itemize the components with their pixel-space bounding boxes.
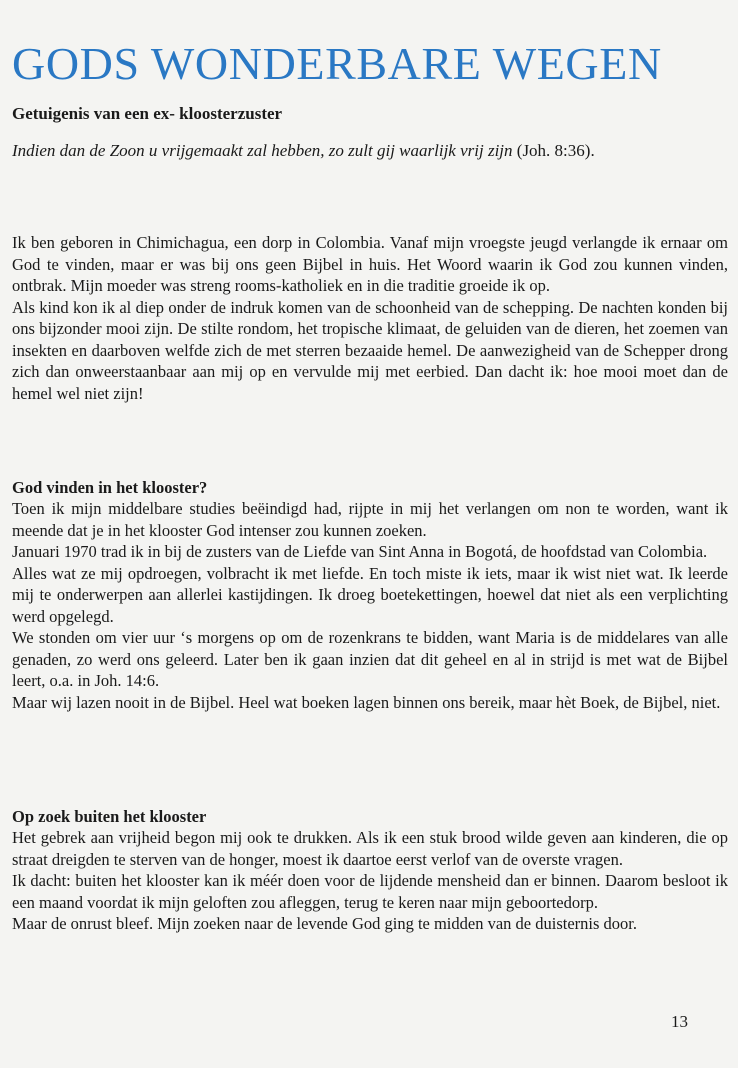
section-klooster [12, 477, 728, 713]
paragraph: Alles wat ze mij opdroegen, volbracht ik met liefde. En toch miste ik iets, maar ik wist niet wat. Ik leerde mij te onderwerpen aan allerlei kastijdingen. Ik droeg boetekettingen, hoewel dat niet als een verplichting werd opgelegd. [12, 563, 728, 626]
subtitle: Getuigenis van een ex- kloosterzuster [12, 104, 283, 123]
paragraph: Januari 1970 trad ik in bij de zusters van de Liefde van Sint Anna in Bogotá, de hoofdstad van Colombia. [12, 542, 708, 561]
paragraph: Het gebrek aan vrijheid begon mij ook te drukken. Als ik een stuk brood wilde geven aan kinderen, die op straat dreigden te sterven van de honger, moest ik daartoe eerst verlof van de overste vragen. [12, 828, 728, 869]
quote-reference: (Joh. 8:36). [516, 141, 595, 160]
page-number: 13 [671, 1012, 688, 1031]
paragraph: Ik dacht: buiten het klooster kan ik méér doen voor de lijdende mensheid dan er binnen. Daarom besloot ik een maand voordat ik mijn geloften zou afleggen, terug te keren naar mijn geboortedorp. [12, 871, 728, 912]
paragraph: We stonden om vier uur ‘s morgens op om de rozenkrans te bidden, want Maria is de middelares van alle genaden, zo werd ons geleerd. Later ben ik gaan inzien dat dit geheel en al in strijd is met wat de Bijbel leert, o.a. in Joh. 14:6. [12, 628, 728, 690]
intro-section [12, 232, 728, 404]
section-heading: Op zoek buiten het klooster [12, 807, 207, 826]
paragraph: Toen ik mijn middelbare studies beëindigd had, rijpte in mij het verlangen om non te worden, want ik meende dat je in het klooster God intenser zou kunnen zoeken. [12, 499, 728, 540]
section-heading: God vinden in het klooster? [12, 478, 208, 497]
bible-quote [12, 140, 712, 161]
paragraph: Maar wij lazen nooit in de Bijbel. Heel wat boeken lagen binnen ons bereik, maar hèt Boek, de Bijbel, niet. [12, 692, 721, 712]
paragraph: Maar de onrust bleef. Mijn zoeken naar de levende God ging te midden van de duisternis door. [12, 914, 637, 933]
paragraph: Ik ben geboren in Chimichagua, een dorp in Colombia. Vanaf mijn vroegste jeugd verlangde ik ernaar om God te vinden, maar er was bij ons geen Bijbel in huis. Het Woord waarin ik God zou kunnen vinden, ontbrak. Mijn moeder was streng rooms-katholiek en in die traditie groeide ik op. [12, 233, 728, 295]
page-title: GODS WONDERBARE WEGEN [12, 38, 662, 89]
paragraph: Als kind kon ik al diep onder de indruk komen van de schoonheid van de schepping. De nachten konden bij ons bijzonder mooi zijn. De stilte rondom, het tropische klimaat, de geluiden van de dieren, het zoemen van insekten en daarboven welfde zich de met sterren bezaaide hemel. De aanwezigheid van de Schepper drong zich dan onweerstaanbaar aan mij op en vervulde mij met eerbied. Dan dacht ik: hoe mooi moet dan de hemel wel niet zijn! [12, 297, 728, 403]
section-buiten-klooster [12, 806, 728, 935]
quote-text: Indien dan de Zoon u vrijgemaakt zal hebben, zo zult gij waarlijk vrij zijn [12, 141, 513, 160]
